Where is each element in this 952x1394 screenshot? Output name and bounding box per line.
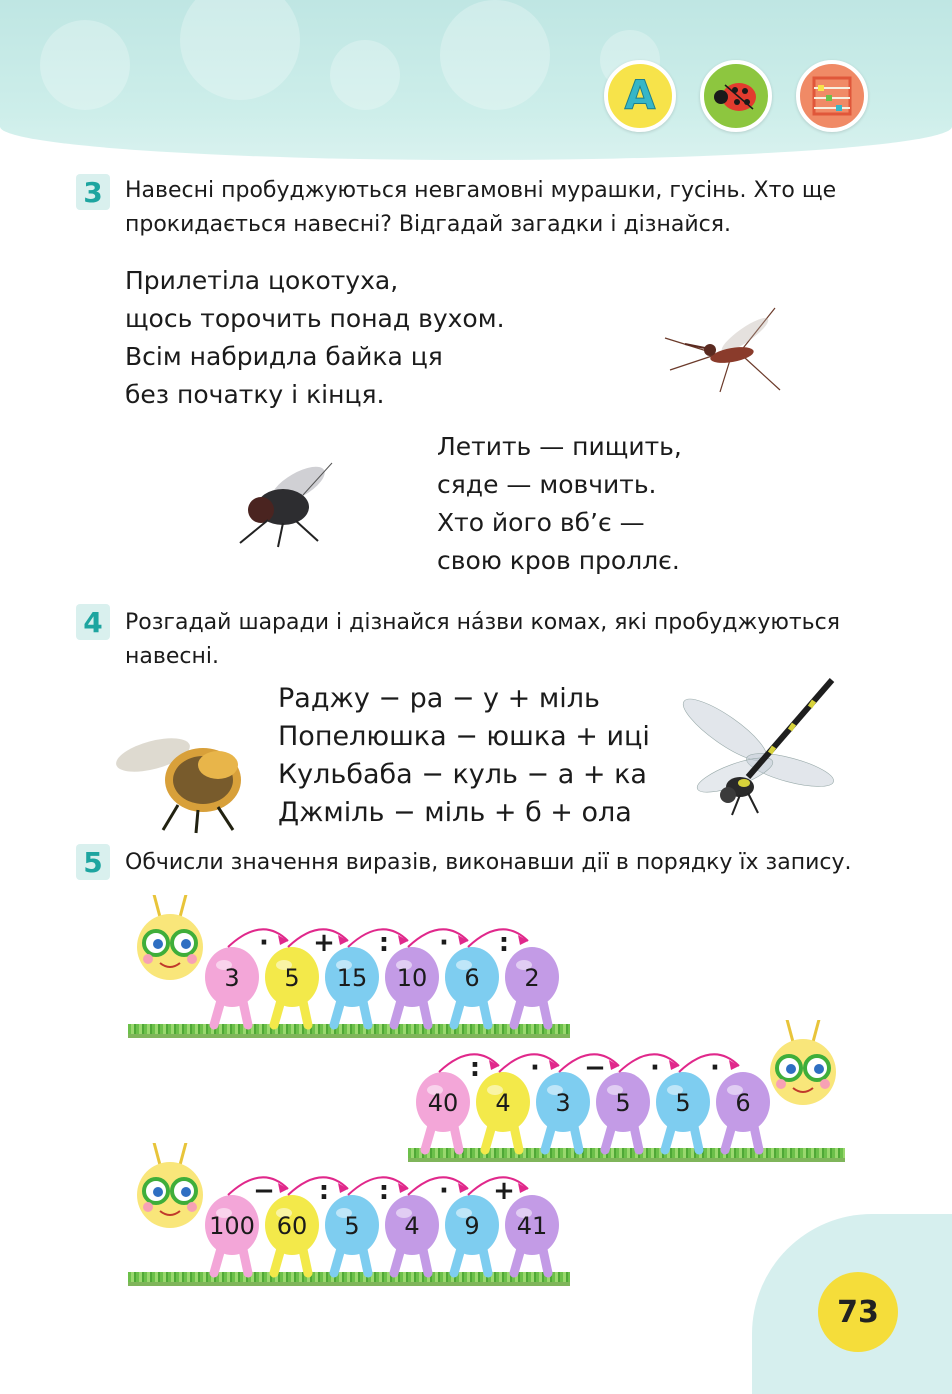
riddle-1: Прилетіла цокотуха, щось торочить понад вухом. Всім набридла байка ця без початку і кінця. <box>125 266 505 409</box>
operation-sign: + <box>493 1176 515 1206</box>
caterpillar-1 <box>130 895 580 1030</box>
operation-sign: : <box>469 1053 481 1083</box>
segment-value: 5 <box>344 1212 360 1240</box>
operation-sign: · <box>259 928 269 958</box>
segment-value: 5 <box>615 1089 631 1117</box>
operation-sign: · <box>530 1053 540 1083</box>
operation-sign: + <box>313 928 335 958</box>
caterpillar-head <box>137 1143 203 1228</box>
task-5-instruction: Обчисли значення виразів, виконавши дії в порядку їх запису. <box>125 850 852 875</box>
letter-a-icon: A <box>604 60 676 132</box>
operation-sign: − <box>584 1053 606 1083</box>
segment-value: 3 <box>555 1089 571 1117</box>
segment-value: 4 <box>495 1089 511 1117</box>
ladybug-icon <box>700 60 772 132</box>
segment-value: 40 <box>427 1089 459 1117</box>
bumblebee-image <box>108 725 248 835</box>
operation-sign: − <box>253 1176 275 1206</box>
operation-sign: · <box>439 1176 449 1206</box>
caterpillar-head <box>770 1020 836 1105</box>
caterpillar-3 <box>130 1143 580 1278</box>
operation-sign: · <box>710 1053 720 1083</box>
segment-value: 9 <box>464 1212 480 1240</box>
caterpillar-2 <box>405 1020 845 1155</box>
operation-sign: : <box>318 1176 330 1206</box>
operation-sign: : <box>378 1176 390 1206</box>
task-4-number: 4 <box>76 604 110 640</box>
fly-image <box>228 455 338 550</box>
dragonfly-image <box>670 675 840 820</box>
task-4-instruction: Розгадай шаради і дізнайся на́зви комах, які пробуджуються навесні. <box>125 610 840 669</box>
segment-value: 6 <box>464 964 480 992</box>
segment-value: 2 <box>524 964 540 992</box>
charades-list: Раджу − ра − у + міль Попелюшка − юшка + иці Кульбаба − куль − а + ка Джміль − міль + б + ола <box>278 683 650 828</box>
segment-value: 10 <box>396 964 428 992</box>
segment-value: 3 <box>224 964 240 992</box>
segment-value: 15 <box>336 964 368 992</box>
segment-value: 5 <box>675 1089 691 1117</box>
task-5-number: 5 <box>76 844 110 880</box>
segment-value: 5 <box>284 964 300 992</box>
operation-sign: · <box>650 1053 660 1083</box>
segment-value: 4 <box>404 1212 420 1240</box>
task-3-instruction: Навесні пробуджуються невгамовні мурашки, гусінь. Хто ще прокидається навесні? Відгадай загадки і дізнайся. <box>125 178 837 237</box>
task-3-number: 3 <box>76 174 110 210</box>
operation-sign: · <box>439 928 449 958</box>
segment-value: 60 <box>276 1212 308 1240</box>
segment-value: 41 <box>516 1212 548 1240</box>
operation-sign: : <box>378 928 390 958</box>
segment-value: 6 <box>735 1089 751 1117</box>
caterpillar-head <box>137 895 203 980</box>
abacus-icon <box>796 60 868 132</box>
mosquito-image <box>650 300 790 400</box>
operation-sign: : <box>498 928 510 958</box>
riddle-2: Летить — пищить, сяде — мовчить. Хто його вб’є — свою кров проллє. <box>437 432 682 575</box>
page-number: 73 <box>818 1272 898 1352</box>
segment-value: 100 <box>209 1212 255 1240</box>
